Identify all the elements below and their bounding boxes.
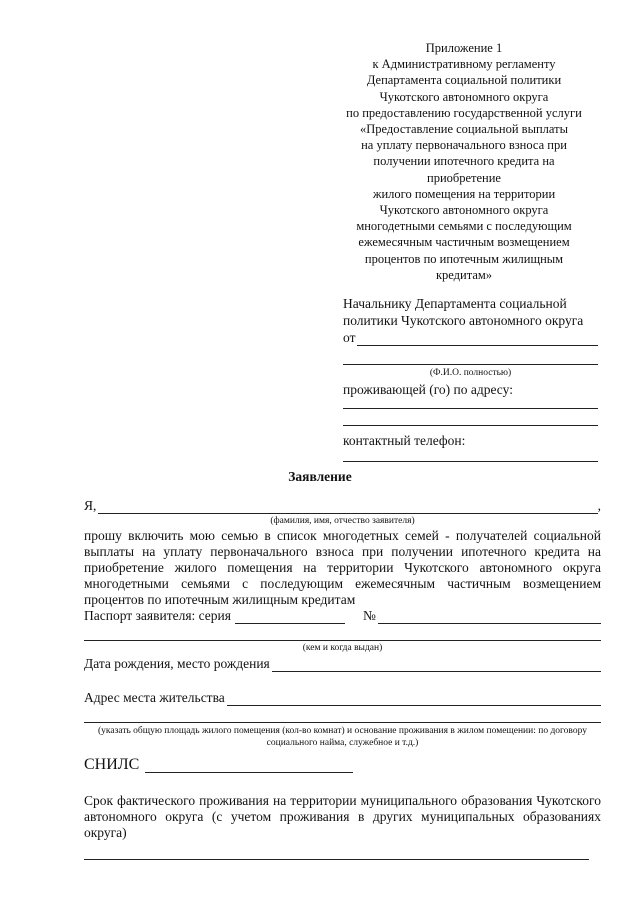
document-title: Заявление [288,469,352,484]
applicant-name-field[interactable] [98,501,597,514]
birth-row [84,656,601,672]
appendix-line: процентов по ипотечным жилищным [364,251,564,266]
snils-field[interactable] [145,759,353,773]
birth-label: Дата рождения, место рождения [84,656,270,671]
application-form [84,498,601,860]
appendix-line: ежемесячным частичным возмещением [358,235,570,250]
request-text: прошу включить мою семью в список многодетных семей - получателей социальной выплаты на уплату первоначального взноса при получении ипотечного кредита на приобретение жилого помещения на территории Чукотского автономного округа многодетными семьями с последующим ежемесячным частичным возмещением процентов по ипотечным жилищным кредитам [84,528,601,607]
appendix-line: получении ипотечного кредита на [373,154,555,169]
appendix-line: Чукотского автономного округа [379,203,549,218]
appendix-line: «Предоставление социальной выплаты [360,122,568,137]
appendix-line: многодетными семьями с последующим [356,219,572,234]
addressee-block [343,295,598,462]
addressee-line: Начальнику Департамента социальной [343,296,567,311]
passport-series-field[interactable] [235,610,345,624]
appendix-line: на уплату первоначального взноса при [361,138,567,153]
passport-row [84,608,601,624]
applicant-hint: (фамилия, имя, отчество заявителя) [270,516,415,526]
from-field[interactable] [357,333,598,346]
address-field-line-1[interactable] [343,408,598,409]
phone-label: контактный телефон: [343,433,466,448]
snils-label: СНИЛС [84,756,140,773]
passport-number-field[interactable] [378,611,601,624]
residence-term-field[interactable] [84,859,589,860]
address-label: Адрес места жительства [84,690,225,705]
i-end: , [597,498,601,513]
housing-field-line[interactable] [84,722,601,723]
from-row [343,329,598,346]
appendix-line: жилого помещения на территории [372,186,556,201]
address-row [84,690,601,706]
address-field[interactable] [227,693,601,706]
address-field-line-2[interactable] [343,425,598,426]
passport-label: Паспорт заявителя: серия [84,608,231,623]
phone-field-line[interactable] [343,461,598,462]
residence-term-text: Срок фактического проживания на территории муниципального образования Чукотского автономного округа (с учетом проживания в других муниципальных образованиях округа) [84,793,601,840]
appendix-line: приобретение [427,170,501,185]
housing-hint: (указать общую площадь жилого помещения (кол-во комнат) и основание проживания в жилом помещении: по договору социального найма, служебное и т.д.) [98,726,587,748]
appendix-line: по предоставлению государственной услуги [346,105,582,120]
fio-field-line[interactable] [343,364,598,365]
issued-hint: (кем и когда выдан) [302,643,383,653]
i-label: Я, [84,498,97,513]
birth-field[interactable] [272,659,601,672]
appendix-line: Приложение 1 [425,41,503,55]
appendix-line: к Административному регламенту [372,57,556,72]
passport-issued-field[interactable] [84,640,601,641]
appendix-line: кредитам» [435,267,493,282]
snils-row [84,757,601,773]
appendix-line: Чукотского автономного округа [379,89,549,104]
addressee-line: политики Чукотского автономного округа [343,313,584,328]
residing-label: проживающей (го) по адресу: [343,382,513,397]
from-label: от [343,330,356,345]
fio-hint: (Ф.И.О. полностью) [429,368,512,378]
appendix-header [330,40,598,283]
appendix-line: Департамента социальной политики [366,73,562,88]
applicant-row [84,498,601,514]
number-label: № [362,608,376,623]
